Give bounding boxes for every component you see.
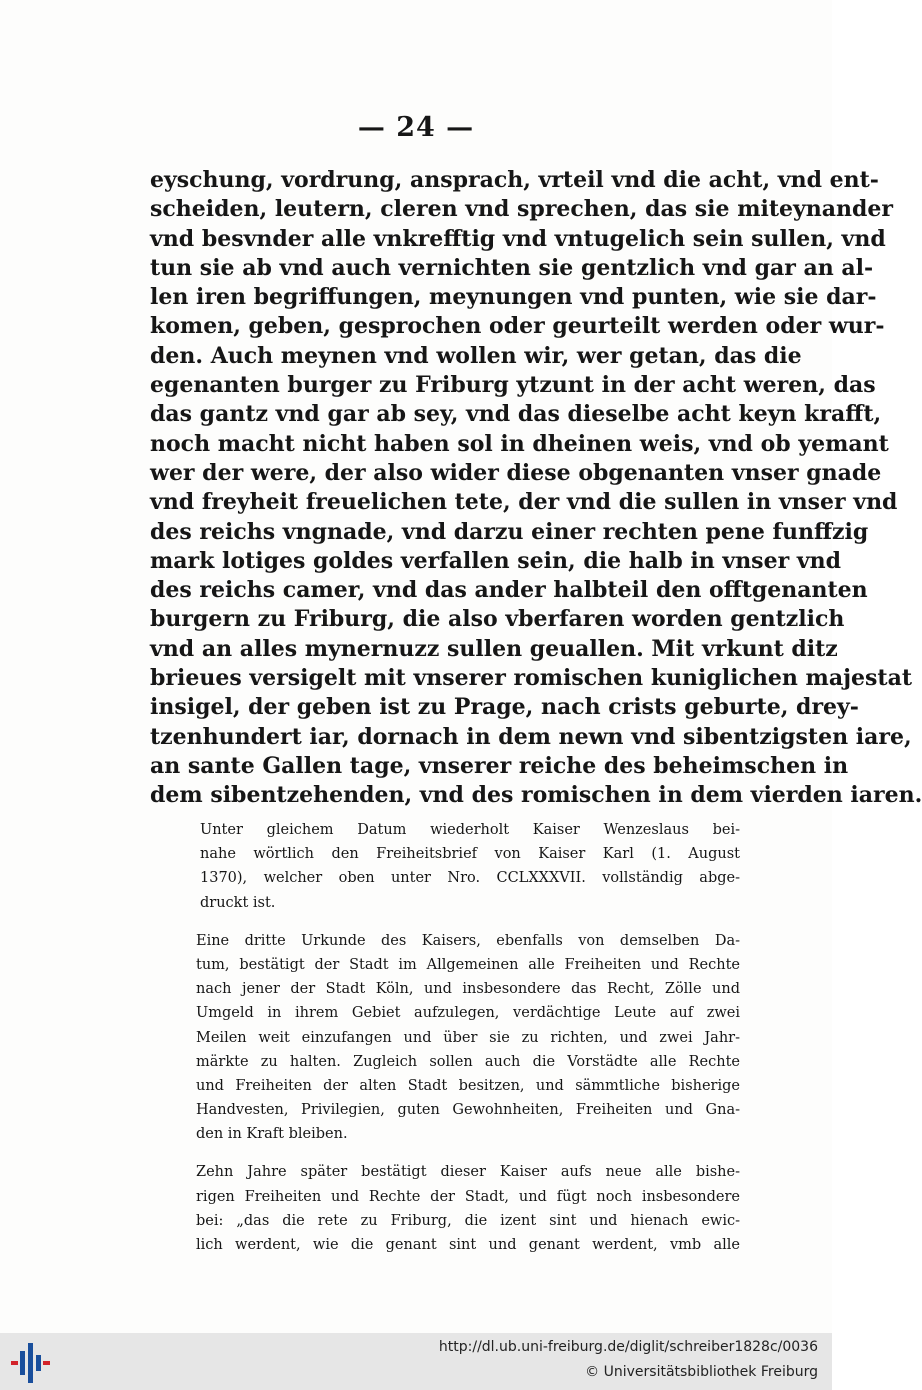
note-line: den in Kraft bleiben.	[196, 1126, 348, 1143]
text-line: noch macht nicht haben sol in dheinen weis, vnd ob yemant	[150, 430, 889, 457]
text-line: brieues versigelt mit vnserer romischen kuniglichen majestat	[150, 665, 913, 692]
note-paragraph-2	[196, 929, 740, 1147]
note-paragraph-3	[196, 1160, 740, 1257]
ub-freiburg-logo-icon	[8, 1341, 52, 1385]
note-line: märkte zu halten. Zugleich sollen auch die Vorstädte alle Rechte	[196, 1053, 740, 1070]
text-line: den. Auch meynen vnd wollen wir, wer getan, das die	[150, 342, 802, 369]
note-line: und Freiheiten der alten Stadt besitzen, und sämmtliche bisherige	[196, 1077, 740, 1094]
text-line: scheiden, leutern, cleren vnd sprechen, das sie miteynander	[150, 196, 893, 223]
note-paragraph-1	[200, 818, 740, 915]
text-line: eyschung, vordrung, ansprach, vrteil vnd die acht, vnd ent-	[150, 167, 879, 193]
text-line: das gantz vnd gar ab sey, vnd das dieselbe acht keyn krafft,	[150, 401, 882, 428]
text-line: insigel, der geben ist zu Prage, nach crists geburte, drey-	[150, 694, 859, 721]
text-line: burgern zu Friburg, die also vberfaren worden gentzlich	[150, 606, 845, 633]
footer-copyright: © Universitätsbibliothek Freiburg	[585, 1364, 818, 1380]
notes-block	[196, 818, 740, 1257]
note-line: Zehn Jahre später bestätigt dieser Kaiser aufs neue alle bishe-	[196, 1164, 740, 1181]
text-line: tzenhundert iar, dornach in dem newn vnd sibentzigsten iare,	[150, 723, 912, 750]
note-line: tum, bestätigt der Stadt im Allgemeinen alle Freiheiten und Rechte	[196, 956, 740, 973]
text-line: komen, geben, gesprochen oder geurteilt werden oder wur-	[150, 313, 885, 340]
page-number: — 24 —	[357, 112, 475, 143]
note-line: Umgeld in ihrem Gebiet aufzulegen, verdächtige Leute auf zwei	[196, 1005, 740, 1022]
note-line: lich werdent, wie die genant sint und genant werdent, vmb alle	[196, 1237, 740, 1253]
text-line: egenanten burger zu Friburg ytzunt in der acht weren, das	[150, 372, 876, 399]
text-line: des reichs camer, vnd das ander halbteil den offtgenanten	[150, 577, 868, 604]
text-line: des reichs vngnade, vnd darzu einer rechten pene funffzig	[150, 518, 869, 545]
text-line: vnd besvnder alle vnkrefftig vnd vntugelich sein sullen, vnd	[150, 225, 886, 252]
note-line: nahe wörtlich den Freiheitsbrief von Kaiser Karl (1. August	[200, 846, 740, 863]
footer-url-link[interactable]: http://dl.ub.uni-freiburg.de/diglit/schreiber1828c/0036	[438, 1339, 818, 1355]
note-line: rigen Freiheiten und Rechte der Stadt, und fügt noch insbesondere	[196, 1188, 740, 1205]
footer-bar	[0, 1333, 832, 1390]
main-text-block	[150, 166, 922, 811]
note-line: nach jener der Stadt Köln, und insbesondere das Recht, Zölle und	[196, 981, 740, 998]
text-line: mark lotiges goldes verfallen sein, die halb in vnser vnd	[150, 547, 841, 574]
text-line: vnd freyheit freuelichen tete, der vnd die sullen in vnser vnd	[150, 489, 898, 516]
note-line: bei: „das die rete zu Friburg, die izent sint und hienach ewic-	[196, 1212, 740, 1229]
note-line: druckt ist.	[200, 894, 276, 911]
note-line: Eine dritte Urkunde des Kaisers, ebenfalls von demselben Da-	[196, 932, 740, 949]
note-line: Unter gleichem Datum wiederholt Kaiser Wenzeslaus bei-	[200, 822, 740, 838]
text-line: len iren begriffungen, meynungen vnd punten, wie sie dar-	[150, 284, 877, 311]
text-line: an sante Gallen tage, vnserer reiche des beheimschen in	[150, 752, 849, 779]
note-line: Handvesten, Privilegien, guten Gewohnheiten, Freiheiten und Gna-	[196, 1102, 740, 1119]
text-line: dem sibentzehenden, vnd des romischen in dem vierden iaren.	[150, 782, 922, 809]
text-line: wer der were, der also wider diese obgenanten vnser gnade	[150, 459, 882, 486]
note-line: Meilen weit einzufangen und über sie zu richten, und zwei Jahr-	[196, 1029, 740, 1046]
text-line: vnd an alles mynernuzz sullen geuallen. Mit vrkunt ditz	[150, 635, 838, 662]
note-line: 1370), welcher oben unter Nro. CCLXXXVII. vollständig abge-	[200, 870, 740, 887]
text-line: tun sie ab vnd auch vernichten sie gentzlich vnd gar an al-	[150, 254, 874, 281]
